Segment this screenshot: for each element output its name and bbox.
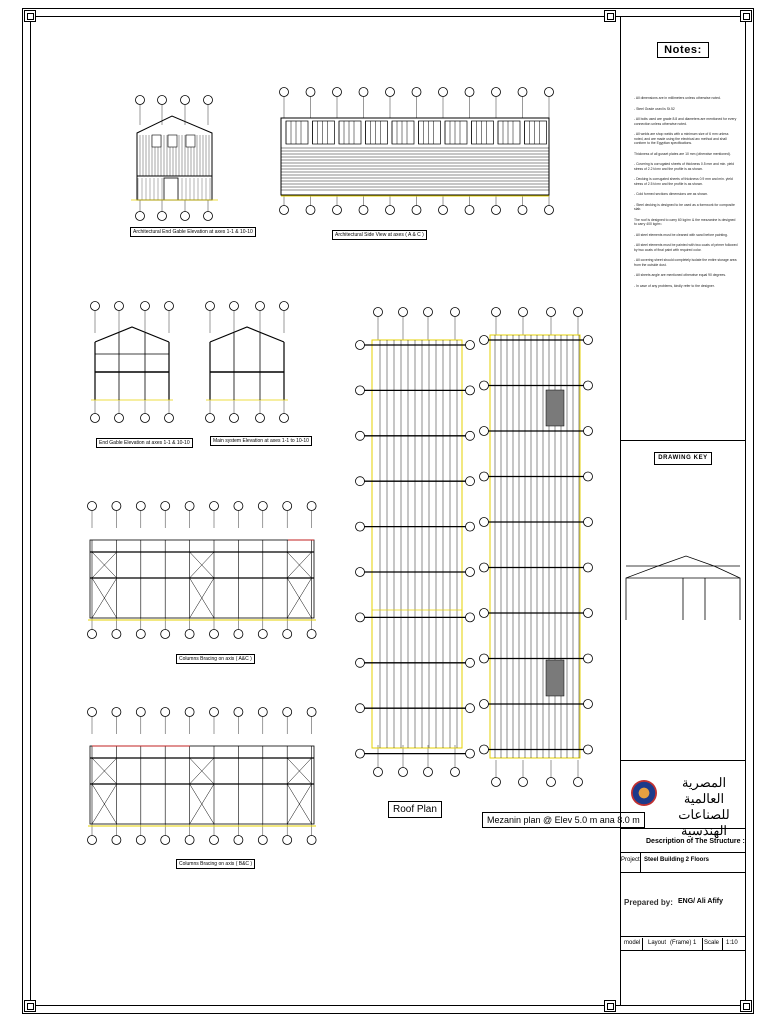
grid-bubble-icon bbox=[439, 206, 448, 215]
grid-bubble-icon bbox=[280, 414, 289, 423]
bracing-ac-drawing bbox=[88, 510, 316, 630]
grid-bubble-icon bbox=[356, 568, 365, 577]
grid-bubble-icon bbox=[307, 836, 316, 845]
grid-bubble-icon bbox=[451, 768, 460, 777]
project-value: Steel Building 2 Floors bbox=[644, 857, 710, 863]
grid-bubble-icon bbox=[399, 768, 408, 777]
grid-bubble-icon bbox=[165, 302, 174, 311]
grid-bubble-icon bbox=[91, 302, 100, 311]
prepared-by-label: Prepared by: bbox=[624, 898, 673, 907]
grid-bubble-icon bbox=[185, 708, 194, 717]
grid-bubble-icon bbox=[234, 502, 243, 511]
grid-bubble-icon bbox=[492, 88, 501, 97]
grid-bubble-icon bbox=[181, 96, 190, 105]
grid-bubble-icon bbox=[584, 609, 593, 618]
grid-bubble-icon bbox=[161, 502, 170, 511]
grid-bubble-icon bbox=[451, 308, 460, 317]
grid-bubble-icon bbox=[141, 302, 150, 311]
door bbox=[164, 178, 178, 200]
grid-bubble-icon bbox=[161, 708, 170, 717]
grid-bubble-icon bbox=[356, 658, 365, 667]
grid-bubble-icon bbox=[161, 630, 170, 639]
grid-bubble-icon bbox=[480, 472, 489, 481]
frame-number: 1 bbox=[693, 940, 697, 946]
grid-bubble-icon bbox=[519, 778, 528, 787]
grid-bubble-icon bbox=[333, 206, 342, 215]
grid-bubble-icon bbox=[492, 206, 501, 215]
grid-bubble-icon bbox=[518, 88, 527, 97]
grid-bubble-icon bbox=[356, 386, 365, 395]
note-item: - Steel decking is designed to be used as a formwork for composite slab. bbox=[634, 202, 735, 211]
grid-bubble-icon bbox=[234, 836, 243, 845]
note-item: - Decking is corrugated sheets of thickness 0.9 mm and min. yield stress of 2.5 t/cm² and the profile is as shown. bbox=[634, 177, 733, 186]
grid-bubble-icon bbox=[480, 381, 489, 390]
window bbox=[525, 121, 547, 144]
engineer-name: ENG/ Ali Afify bbox=[678, 898, 723, 905]
caption-main-system: Main system Elevation at axes 1-1 to 10-10 bbox=[210, 436, 312, 446]
grid-bubble-icon bbox=[333, 88, 342, 97]
window bbox=[339, 121, 361, 144]
rafter bbox=[210, 327, 284, 342]
grid-bubble-icon bbox=[547, 778, 556, 787]
window bbox=[286, 121, 308, 144]
scale-value: 1:10 bbox=[726, 940, 738, 946]
rafter bbox=[95, 327, 169, 342]
grid-bubble-icon bbox=[518, 206, 527, 215]
grid-bubble-icon bbox=[161, 836, 170, 845]
grid-bubble-icon bbox=[480, 563, 489, 572]
grid-bubble-icon bbox=[386, 206, 395, 215]
grid-bubble-icon bbox=[424, 768, 433, 777]
roof-outline bbox=[372, 340, 462, 748]
grid-bubble-icon bbox=[480, 745, 489, 754]
grid-bubble-icon bbox=[206, 302, 215, 311]
grid-bubble-icon bbox=[136, 502, 145, 511]
grid-bubble-icon bbox=[210, 708, 219, 717]
grid-bubble-icon bbox=[584, 745, 593, 754]
grid-bubble-icon bbox=[136, 96, 145, 105]
grid-bubble-icon bbox=[181, 212, 190, 221]
grid-bubble-icon bbox=[466, 658, 475, 667]
grid-bubble-icon bbox=[466, 704, 475, 713]
grid-bubble-icon bbox=[136, 630, 145, 639]
window bbox=[366, 121, 388, 144]
grid-bubble-icon bbox=[165, 414, 174, 423]
grid-bubble-icon bbox=[465, 206, 474, 215]
grid-bubble-icon bbox=[412, 88, 421, 97]
end-gable-drawing bbox=[91, 310, 173, 414]
grid-bubble-icon bbox=[306, 88, 315, 97]
caption-mezzanine-plan: Mezanin plan @ Elev 5.0 m ana 8.0 m bbox=[482, 812, 645, 828]
grid-bubble-icon bbox=[519, 308, 528, 317]
drawing-key-title: DRAWING KEY bbox=[654, 452, 712, 465]
grid-bubble-icon bbox=[356, 431, 365, 440]
grid-bubble-icon bbox=[399, 308, 408, 317]
grid-bubble-icon bbox=[206, 414, 215, 423]
caption-bracing-bc: Columns Bracing on axis ( B&C ) bbox=[176, 859, 255, 869]
grid-bubble-icon bbox=[88, 630, 97, 639]
grid-bubble-icon bbox=[136, 836, 145, 845]
note-item: Thickness of all gusset plates are 10 mm (otherwise mentioned). bbox=[634, 151, 731, 156]
window bbox=[498, 121, 520, 144]
grid-bubble-icon bbox=[307, 630, 316, 639]
grid-bubble-icon bbox=[91, 414, 100, 423]
grid-bubble-icon bbox=[480, 700, 489, 709]
grid-bubble-icon bbox=[584, 563, 593, 572]
stair-opening bbox=[546, 390, 564, 426]
grid-bubble-icon bbox=[466, 477, 475, 486]
grid-bubble-icon bbox=[88, 836, 97, 845]
grid-bubble-icon bbox=[356, 522, 365, 531]
grid-bubble-icon bbox=[356, 477, 365, 486]
bracing-bc-drawing bbox=[88, 716, 316, 836]
note-item: - All bolts used are grade 8.8 and diameters are mentioned for every connection unless otherwise noted. bbox=[634, 117, 737, 126]
project-label: Project bbox=[621, 857, 640, 863]
grid-bubble-icon bbox=[466, 431, 475, 440]
caption-roof-plan: Roof Plan bbox=[388, 801, 442, 818]
grid-bubble-icon bbox=[306, 206, 315, 215]
grid-bubble-icon bbox=[356, 704, 365, 713]
grid-bubble-icon bbox=[256, 414, 265, 423]
grid-bubble-icon bbox=[466, 341, 475, 350]
grid-bubble-icon bbox=[584, 336, 593, 345]
grid-bubble-icon bbox=[492, 778, 501, 787]
note-item: - All dimensions are in millimeters unless otherwise noted. bbox=[634, 96, 721, 100]
grid-bubble-icon bbox=[466, 386, 475, 395]
grid-bubble-icon bbox=[584, 518, 593, 527]
company-name-arabic: المصرية العالمية للصناعات الهندسية bbox=[678, 776, 730, 839]
grid-bubble-icon bbox=[574, 778, 583, 787]
stair-opening bbox=[546, 660, 564, 696]
model-label: model bbox=[624, 940, 641, 946]
grid-bubble-icon bbox=[480, 609, 489, 618]
grid-bubble-icon bbox=[280, 302, 289, 311]
grid-bubble-icon bbox=[234, 630, 243, 639]
grid-bubble-icon bbox=[412, 206, 421, 215]
window bbox=[445, 121, 467, 144]
note-item: - All steel elements must be painted with two coats of primer followed by two coats of final paint with required color. bbox=[634, 243, 738, 252]
grid-bubble-icon bbox=[480, 518, 489, 527]
grid-bubble-icon bbox=[204, 212, 213, 221]
window bbox=[186, 135, 195, 147]
grid-bubble-icon bbox=[256, 302, 265, 311]
grid-bubble-icon bbox=[210, 836, 219, 845]
grid-bubble-icon bbox=[158, 96, 167, 105]
grid-bubble-icon bbox=[545, 88, 554, 97]
mezzanine-outline bbox=[490, 335, 580, 758]
grid-bubble-icon bbox=[356, 341, 365, 350]
note-item: - All covering sheet should completely isolate the entire storage area from the outside dust. bbox=[634, 258, 737, 267]
grid-bubble-icon bbox=[280, 206, 289, 215]
grid-bubble-icon bbox=[424, 308, 433, 317]
grid-bubble-icon bbox=[466, 568, 475, 577]
caption-bracing-ac: Columns Bracing on axis ( A&C ) bbox=[176, 654, 255, 664]
window bbox=[419, 121, 441, 144]
grid-bubble-icon bbox=[185, 630, 194, 639]
grid-bubble-icon bbox=[545, 206, 554, 215]
grid-bubble-icon bbox=[307, 708, 316, 717]
grid-bubble-icon bbox=[283, 630, 292, 639]
grid-bubble-icon bbox=[359, 206, 368, 215]
grid-bubble-icon bbox=[258, 502, 267, 511]
roof-plan-drawing bbox=[364, 316, 468, 768]
caption-side-view: Architectural Side View at axes ( A & C ) bbox=[332, 230, 427, 240]
side-outline bbox=[281, 118, 549, 195]
grid-bubble-icon bbox=[136, 708, 145, 717]
grid-bubble-icon bbox=[204, 96, 213, 105]
caption-end-gable: End Gable Elevation at axes 1-1 & 10-10 bbox=[96, 438, 193, 448]
grid-bubble-icon bbox=[258, 836, 267, 845]
note-item: - All sheets angle are mentioned otherwise equal 90 degrees. bbox=[634, 273, 726, 277]
grid-bubble-icon bbox=[356, 749, 365, 758]
window bbox=[313, 121, 335, 144]
mezzanine-plan-drawing bbox=[488, 316, 584, 778]
grid-bubble-icon bbox=[584, 381, 593, 390]
grid-bubble-icon bbox=[210, 630, 219, 639]
grid-bubble-icon bbox=[465, 88, 474, 97]
grid-bubble-icon bbox=[88, 502, 97, 511]
grid-bubble-icon bbox=[307, 502, 316, 511]
grid-bubble-icon bbox=[574, 308, 583, 317]
grid-bubble-icon bbox=[141, 414, 150, 423]
grid-bubble-icon bbox=[210, 502, 219, 511]
grid-bubble-icon bbox=[584, 654, 593, 663]
grid-bubble-icon bbox=[158, 212, 167, 221]
grid-bubble-icon bbox=[374, 768, 383, 777]
grid-bubble-icon bbox=[185, 836, 194, 845]
grid-bubble-icon bbox=[492, 308, 501, 317]
grid-bubble-icon bbox=[480, 336, 489, 345]
grid-bubble-icon bbox=[283, 708, 292, 717]
grid-bubble-icon bbox=[112, 502, 121, 511]
note-item: - All steel elements must be cleaned with sand before painting. bbox=[634, 232, 728, 237]
window bbox=[168, 135, 177, 147]
scale-label: Scale bbox=[704, 940, 720, 946]
grid-bubble-icon bbox=[584, 700, 593, 709]
note-item: - Steel Grade used is St.52 bbox=[634, 106, 675, 111]
grid-bubble-icon bbox=[280, 88, 289, 97]
layout-label: Layout bbox=[648, 940, 667, 946]
note-item: - All welds are shop welds with a minimum size of 6 mm unless noted, and are made using the electrical arc method and shall conform to the Egyptian specifications. bbox=[634, 132, 729, 145]
grid-bubble-icon bbox=[584, 472, 593, 481]
side-view-drawing bbox=[281, 96, 549, 206]
notes-title: Notes: bbox=[620, 44, 746, 56]
grid-bubble-icon bbox=[466, 613, 475, 622]
grid-bubble-icon bbox=[88, 708, 97, 717]
grid-bubble-icon bbox=[283, 836, 292, 845]
gable-elevation-drawing bbox=[131, 104, 218, 212]
grid-bubble-icon bbox=[230, 302, 239, 311]
grid-bubble-icon bbox=[547, 308, 556, 317]
grid-bubble-icon bbox=[480, 654, 489, 663]
grid-bubble-icon bbox=[439, 88, 448, 97]
description-label: Description of The Structure : bbox=[646, 838, 745, 845]
window bbox=[152, 135, 161, 147]
grid-bubble-icon bbox=[359, 88, 368, 97]
grid-bubble-icon bbox=[584, 427, 593, 436]
main-system-drawing bbox=[206, 310, 288, 414]
grid-bubble-icon bbox=[258, 708, 267, 717]
window bbox=[392, 121, 414, 144]
grid-bubble-icon bbox=[480, 427, 489, 436]
grid-bubble-icon bbox=[112, 630, 121, 639]
grid-bubble-icon bbox=[230, 414, 239, 423]
note-item: - Covering is corrugated sheets of thickness 0.5 mm and min. yield stress of 2.2 t/cm² and the profile is as shown. bbox=[634, 162, 735, 171]
caption-gable-elevation: Architectural End Gable Elevation at axes 1-1 & 10-10 bbox=[130, 227, 256, 237]
grid-bubble-icon bbox=[136, 212, 145, 221]
grid-bubble-icon bbox=[115, 302, 124, 311]
note-item: The roof is designed to carry 60 kg/m² & the mezzanine is designed to carry 400 kg/m². bbox=[634, 217, 736, 226]
grid-bubble-icon bbox=[466, 749, 475, 758]
frame-label: (Frame) bbox=[670, 940, 692, 946]
note-item: - Cold formed sections dimensions are as shown. bbox=[634, 192, 709, 196]
note-item: - In case of any problems, kindly refer to the designer. bbox=[634, 283, 715, 288]
grid-bubble-icon bbox=[112, 836, 121, 845]
grid-bubble-icon bbox=[283, 502, 292, 511]
grid-bubble-icon bbox=[374, 308, 383, 317]
grid-bubble-icon bbox=[258, 630, 267, 639]
grid-bubble-icon bbox=[234, 708, 243, 717]
grid-bubble-icon bbox=[185, 502, 194, 511]
grid-bubble-icon bbox=[112, 708, 121, 717]
grid-bubble-icon bbox=[466, 522, 475, 531]
grid-bubble-icon bbox=[386, 88, 395, 97]
grid-bubble-icon bbox=[115, 414, 124, 423]
window bbox=[472, 121, 494, 144]
grid-bubble-icon bbox=[356, 613, 365, 622]
